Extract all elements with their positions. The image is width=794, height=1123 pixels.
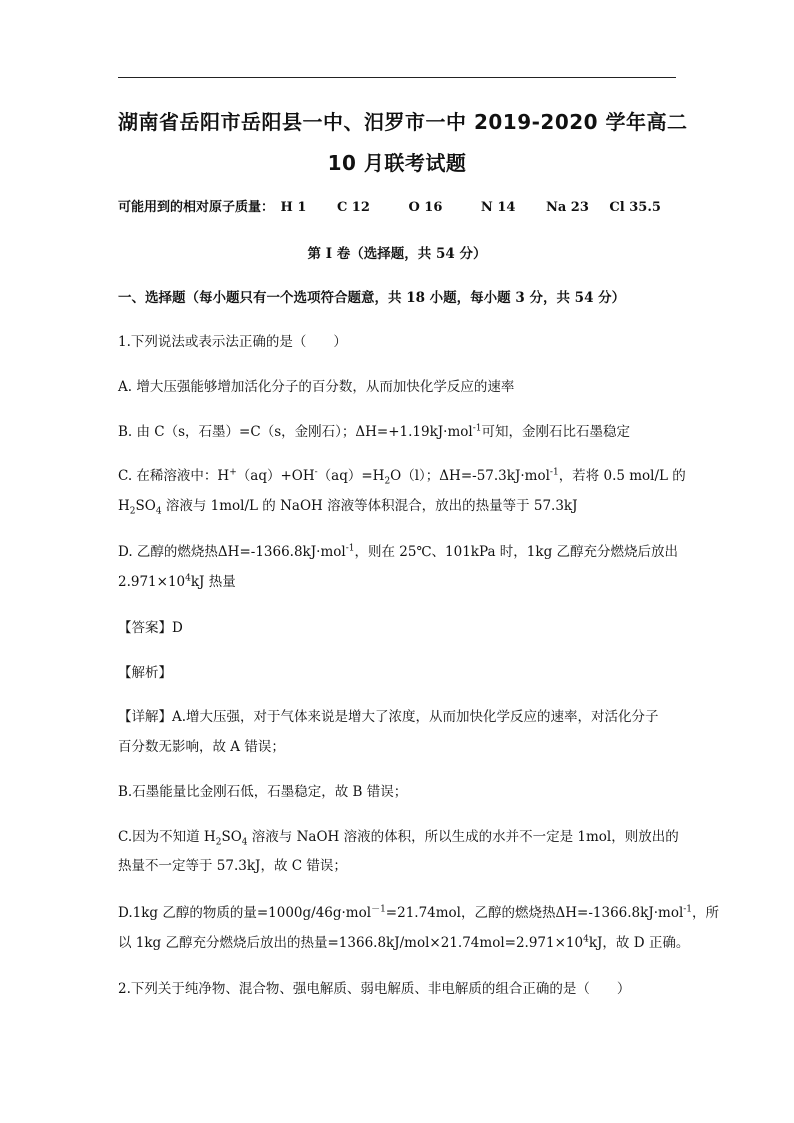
atomic-mass-o: O 16: [408, 200, 443, 215]
q1-stem: 1.下列说法或表示法正确的是（ ）: [118, 334, 347, 350]
q1-option-c-line1: C. 在稀溶液中：$H^+(aq)+OH^-(aq)=H_2O(l)$；ΔH=-57.3kJ·mol$^{-1}$，若将 0.5 mol/L 的: [118, 467, 686, 487]
q1-explain-d-line1: D.1kg 乙醇的物质的量=1000g/46g·mol$^{-1}$=21.74mol，乙醇的燃烧热ΔH=-1366.8kJ·mol$^{-1}$，所: [118, 904, 720, 921]
q1-option-c-line2: $H_2SO_4$ 溶液与 1mol/L 的 NaOH 溶液等体积混合，放出的热量等于 57.3kJ: [118, 498, 578, 517]
q1-option-b: B. 由 C（s，石墨）=C（s，金刚石）；ΔH=+1.19kJ·mol$^{-1}$可知，金刚石比石墨稳定: [118, 423, 630, 440]
q1-explain-d-line2: 以 1kg 乙醇充分燃烧后放出的热量$=1366.8kJ/mol\times 21.74mol=2.971\times 10^4kJ$，故 D 正确。: [118, 934, 690, 951]
exam-title-line1: 湖南省岳阳市岳阳县一中、汨罗市一中 2019-2020 学年高二: [118, 110, 688, 134]
atomic-mass-cl: Cl 35.5: [609, 200, 661, 215]
q1-analysis-label: 【解析】: [118, 665, 172, 681]
atomic-mass-c: C 12: [336, 200, 370, 215]
q1-explain-a-line1: 【详解】A.增大压强，对于气体来说是增大了浓度，从而加快化学反应的速率，对活化分子: [118, 709, 659, 725]
atomic-mass-line: [118, 199, 661, 217]
atomic-mass-h: H 1: [280, 200, 307, 215]
q1-explain-b: B.石墨能量比金刚石低，石墨稳定，故 B 错误；: [118, 784, 408, 800]
q1-explain-a-line2: 百分数无影响，故 A 错误；: [118, 739, 285, 755]
q2-stem: 2.下列关于纯净物、混合物、强电解质、弱电解质、非电解质的组合正确的是（ ）: [118, 981, 631, 997]
header-rule: [118, 77, 676, 78]
atomic-mass-n: N 14: [480, 200, 516, 215]
q1-option-a: A. 增大压强能够增加活化分子的百分数，从而加快化学反应的速率: [118, 379, 515, 395]
q1-option-d-line2: $2.971\times 10^4kJ$ 热量: [118, 573, 236, 590]
atomic-mass-label: 可能用到的相对原子质量：: [118, 200, 275, 215]
q1-explain-c-line2: 热量不一定等于 57.3kJ，故 C 错误；: [118, 858, 347, 874]
q1-answer: 【答案】D: [118, 620, 183, 636]
section-heading: 第 I 卷（选择题，共 54 分）: [307, 246, 487, 262]
q1-option-d-line1: D. 乙醇的燃烧热ΔH=-1366.8kJ·mol$^{-1}$，则在 25℃、101kPa 时，1kg 乙醇充分燃烧后放出: [118, 543, 679, 560]
q1-explain-c-line1: C.因为不知道 $H_2SO_4$ 溶液与 NaOH 溶液的体积，所以生成的水并不一定是 1mol，则放出的: [118, 829, 679, 848]
atomic-mass-na: Na 23: [545, 200, 589, 215]
part-heading: 一、选择题（每小题只有一个选项符合题意，共 18 小题，每小题 3 分，共 54 分）: [118, 290, 626, 306]
exam-title-line2: 10 月联考试题: [327, 151, 467, 175]
